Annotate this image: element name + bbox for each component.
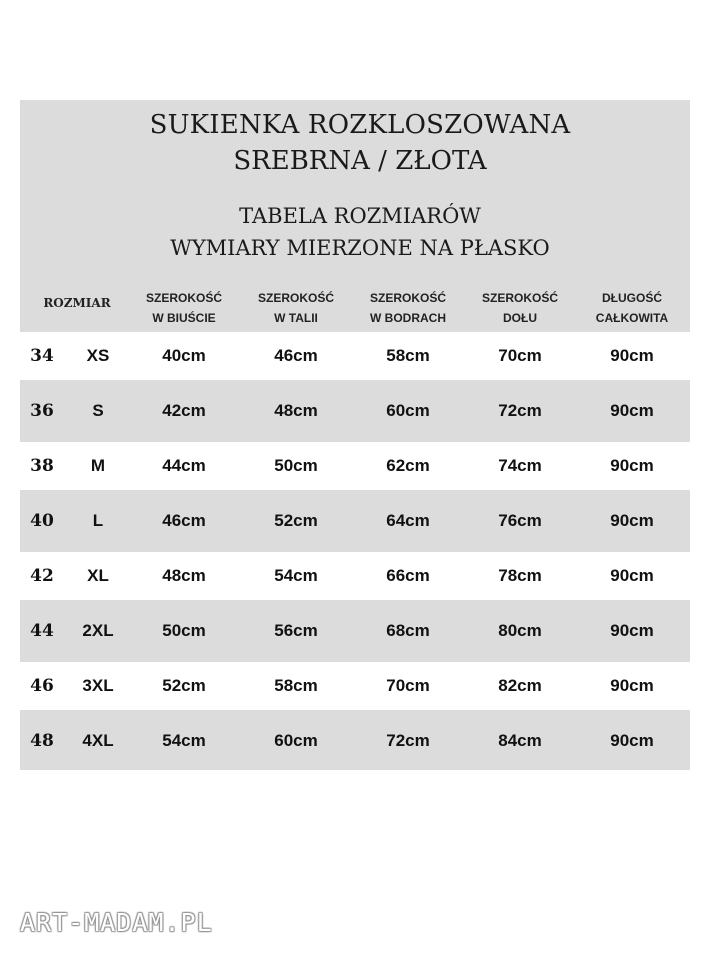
total-length: 90cm (610, 511, 654, 530)
eu-size-number: 34 (30, 346, 54, 366)
size-label: S (92, 401, 104, 420)
bust-width: 44cm (162, 456, 206, 475)
product-variant: SREBRNA / ZŁOTA (233, 146, 487, 176)
size-column-header: ROZMIAR (43, 296, 111, 310)
size-label: 4XL (82, 731, 114, 750)
col-header-bust: SZEROKOŚĆ W BIUŚCIE (145, 291, 222, 325)
hip-width: 58cm (386, 346, 430, 365)
waist-width: 48cm (274, 401, 318, 420)
hip-width: 70cm (386, 676, 430, 695)
hip-width: 66cm (386, 566, 430, 585)
bust-width: 50cm (162, 621, 206, 640)
total-length: 90cm (610, 621, 654, 640)
table-row (20, 662, 690, 710)
size-label: XS (86, 346, 110, 365)
hem-width: 82cm (498, 676, 542, 695)
bust-width: 42cm (162, 401, 206, 420)
waist-width: 56cm (274, 621, 318, 640)
total-length: 90cm (610, 401, 654, 420)
hip-width: 72cm (386, 731, 430, 750)
product-title: SUKIENKA ROZKLOSZOWANA (149, 110, 571, 140)
size-label: 2XL (82, 621, 114, 640)
total-length: 90cm (610, 676, 654, 695)
bust-width: 54cm (162, 731, 206, 750)
chart-heading: TABELA ROZMIARÓW (239, 204, 481, 228)
size-label: XL (87, 566, 109, 585)
bust-width: 52cm (162, 676, 206, 695)
hip-width: 68cm (386, 621, 430, 640)
hip-width: 64cm (386, 511, 430, 530)
col-header-hips: SZEROKOŚĆ W BODRACH (369, 291, 446, 325)
hem-width: 74cm (498, 456, 542, 475)
eu-size-number: 42 (30, 566, 54, 586)
eu-size-number: 40 (30, 511, 54, 531)
hem-width: 80cm (498, 621, 542, 640)
hem-width: 76cm (498, 511, 542, 530)
table-row (20, 442, 690, 490)
eu-size-number: 46 (30, 676, 54, 696)
waist-width: 46cm (274, 346, 318, 365)
col-header-hem: SZEROKOŚĆ DOŁU (481, 291, 558, 325)
waist-width: 52cm (274, 511, 318, 530)
size-label: L (92, 511, 104, 530)
hem-width: 84cm (498, 731, 542, 750)
hem-width: 72cm (498, 401, 542, 420)
total-length: 90cm (610, 456, 654, 475)
bust-width: 40cm (162, 346, 206, 365)
eu-size-number: 44 (30, 621, 54, 641)
total-length: 90cm (610, 566, 654, 585)
bust-width: 46cm (162, 511, 206, 530)
total-length: 90cm (610, 731, 654, 750)
table-row (20, 332, 690, 380)
waist-width: 60cm (274, 731, 318, 750)
waist-width: 58cm (274, 676, 318, 695)
eu-size-number: 48 (30, 731, 54, 751)
chart-subheading: WYMIARY MIERZONE NA PŁASKO (170, 236, 550, 260)
total-length: 90cm (610, 346, 654, 365)
table-row (20, 387, 690, 435)
hip-width: 60cm (386, 401, 430, 420)
eu-size-number: 36 (30, 401, 54, 421)
eu-size-number: 38 (30, 456, 54, 476)
hip-width: 62cm (386, 456, 430, 475)
table-row (20, 552, 690, 600)
size-label: M (90, 456, 106, 475)
hem-width: 70cm (498, 346, 542, 365)
waist-width: 54cm (274, 566, 318, 585)
table-row (20, 717, 690, 765)
col-header-length: DŁUGOŚĆ CAŁKOWITA (595, 291, 669, 325)
bust-width: 48cm (162, 566, 206, 585)
size-label: 3XL (82, 676, 114, 695)
table-row (20, 607, 690, 655)
col-header-waist: SZEROKOŚĆ W TALII (257, 291, 334, 325)
waist-width: 50cm (274, 456, 318, 475)
watermark: ART-MADAM.PL (20, 908, 213, 937)
hem-width: 78cm (498, 566, 542, 585)
table-row (20, 497, 690, 545)
